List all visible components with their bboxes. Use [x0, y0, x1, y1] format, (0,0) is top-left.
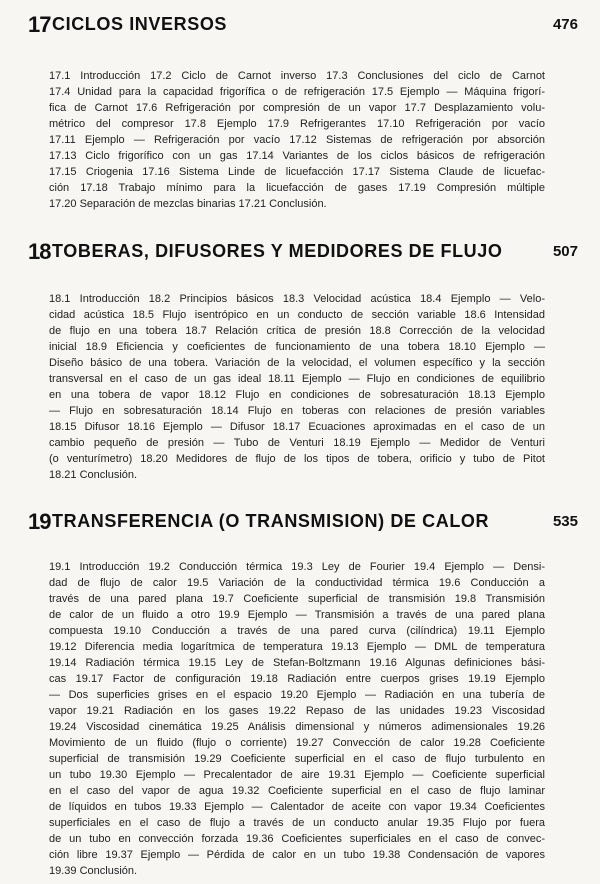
contents-line: transversal en el caso de un gas ideal 18.11 Ejemplo — Flujo en condiciones de equilibrio: [49, 373, 545, 385]
chapter-17: [0, 12, 600, 210]
contents-line: 18.21 Conclusión.: [49, 469, 138, 481]
contents-line: 19.24 Viscosidad cinemática 19.25 Análisis dimensional y números adimensionales 19.26: [49, 721, 545, 733]
contents-line: compuesta 19.10 Conducción a través de una pared curva (cilíndrica) 19.11 Ejemplo: [49, 625, 545, 637]
chapter-title: CICLOS INVERSOS: [52, 14, 228, 34]
contents-line: Movimiento de un fluido (flujo o corriente) 19.27 Convección de calor 19.28 Coeficiente: [49, 737, 545, 749]
chapter-header: [0, 239, 600, 273]
contents-line: dad de flujo de calor 19.5 Variación de la conductividad térmica 19.6 Conducción a: [49, 577, 545, 589]
contents-line: 19.39 Conclusión.: [49, 865, 138, 877]
contents-line: ción libre 19.37 Ejemplo — Pérdida de calor en un tubo 19.38 Condensación de vapores: [49, 849, 545, 861]
contents-line: 19.1 Introducción 19.2 Conducción térmica 19.3 Ley de Fourier 19.4 Ejemplo — Densi-: [49, 561, 545, 573]
contents-line: 19.12 Diferencia media logarítmica de temperatura 19.13 Ejemplo — DML de temperatura: [49, 641, 545, 653]
contents-line: métrico del compresor 17.8 Ejemplo 17.9 Refrigerantes 17.10 Refrigeración por vacío: [49, 118, 545, 130]
contents-line: cidad acústica 18.5 Flujo isentrópico en un conducto de sección variable 18.6 Intensidad: [49, 309, 545, 321]
contents-line: en una tobera de vapor 18.12 Flujo en condiciones de sobresaturación 18.13 Ejemplo: [49, 389, 545, 401]
chapter-number: 17: [28, 12, 51, 37]
chapter-number: 19: [28, 509, 51, 534]
chapter-header: [0, 509, 600, 543]
contents-line: 17.13 Ciclo frigorífico con un gas 17.14 Variantes de los ciclos básicos de refrigeración: [49, 150, 545, 162]
contents-line: cas 19.17 Factor de configuración 19.18 Radiación entre cuerpos grises 19.19 Ejemplo: [49, 673, 545, 685]
chapter-19: [0, 509, 600, 877]
contents-line: 17.11 Ejemplo — Refrigeración por vacío 17.12 Sistemas de refrigeración por absorción: [49, 134, 545, 146]
contents-line: inicial 18.9 Eficiencia y coeficientes de funcionamiento de una tobera 18.10 Ejemplo —: [49, 341, 545, 353]
chapter-header: [0, 12, 600, 46]
chapter-title: TRANSFERENCIA (O TRANSMISION) DE CALOR: [52, 511, 490, 531]
chapter-18: [0, 239, 600, 481]
contents-line: 17.20 Separación de mezclas binarias 17.21 Conclusión.: [49, 198, 327, 210]
contents-line: Diseño básico de una tobera. Variación de la velocidad, el volumen específico y la sección: [49, 357, 545, 369]
contents-line: (o venturímetro) 18.20 Medidores de flujo de los tipos de tobera, orificio y tubo de Pitot: [49, 453, 545, 465]
chapter-number: 18: [28, 239, 51, 264]
chapter-contents: [49, 559, 545, 879]
contents-line: través de una pared plana 19.7 Coeficiente superficial de transmisión 19.8 Transmisión: [49, 593, 545, 605]
contents-line: 17.1 Introducción 17.2 Ciclo de Carnot inverso 17.3 Conclusiones del ciclo de Carnot: [49, 70, 545, 82]
contents-line: vapor 19.21 Radiación en los gases 19.22 Repaso de las unidades 19.23 Viscosidad: [49, 705, 545, 717]
contents-line: cambio pequeño de presión — Tubo de Venturi 18.19 Ejemplo — Medidor de Venturi: [49, 437, 545, 449]
contents-line: en el caso del vapor de agua 19.32 Coeficiente superficial en el caso de flujo laminar: [49, 785, 545, 797]
contents-line: de flujo en una tobera 18.7 Relación crítica de presión 18.8 Corrección de la velocidad: [49, 325, 545, 337]
contents-line: de calor de un fluido a otro 19.9 Ejemplo — Transmisión a través de una pared plana: [49, 609, 545, 621]
chapter-page-number: 535: [552, 513, 578, 530]
contents-line: — Dos superficies grises en el espacio 19.20 Ejemplo — Radiación en una tubería de: [49, 689, 545, 701]
chapter-contents: [49, 291, 545, 483]
chapter-page-number: 507: [552, 243, 578, 260]
contents-line: superficiales en el caso de flujo a través de un conducto anular 19.35 Flujo por fuera: [49, 817, 545, 829]
chapter-title: TOBERAS, DIFUSORES Y MEDIDORES DE FLUJO: [52, 241, 503, 261]
contents-line: ción 17.18 Trabajo mínimo para la licuefacción de gases 17.19 Compresión múltiple: [49, 182, 545, 194]
contents-line: de líquidos en tubos 19.33 Ejemplo — Calentador de aceite con vapor 19.34 Coeficientes: [49, 801, 545, 813]
contents-line: un tubo 19.30 Ejemplo — Precalentador de aire 19.31 Ejemplo — Coeficiente superficial: [49, 769, 545, 781]
contents-line: 18.1 Introducción 18.2 Principios básicos 18.3 Velocidad acústica 18.4 Ejemplo — Velo-: [49, 293, 545, 305]
contents-line: de un tubo en convección forzada 19.36 Coeficientes superficiales en el caso de convec-: [49, 833, 545, 845]
contents-line: 18.15 Difusor 18.16 Ejemplo — Difusor 18.17 Ecuaciones aproximadas en el caso de un: [49, 421, 545, 433]
chapter-page-number: 476: [552, 16, 578, 33]
contents-line: 17.15 Criogenia 17.16 Sistema Linde de licuefacción 17.17 Sistema Claude de licuefac-: [49, 166, 545, 178]
contents-line: 17.4 Unidad para la capacidad frigorífica o de refrigeración 17.5 Ejemplo — Máquina frigorí-: [49, 86, 545, 98]
contents-line: fica de Carnot 17.6 Refrigeración por compresión de un vapor 17.7 Desplazamiento volu-: [49, 102, 545, 114]
chapter-contents: [49, 68, 545, 212]
contents-line: superficial de transmisión 19.29 Coeficiente superficial en el caso de flujo turbulento en: [49, 753, 545, 765]
contents-line: — Flujo en sobresaturación 18.14 Flujo en toberas con relaciones de presión variables: [49, 405, 545, 417]
contents-line: 19.14 Radiación térmica 19.15 Ley de Stefan-Boltzmann 19.16 Algunas definiciones bási-: [49, 657, 545, 669]
